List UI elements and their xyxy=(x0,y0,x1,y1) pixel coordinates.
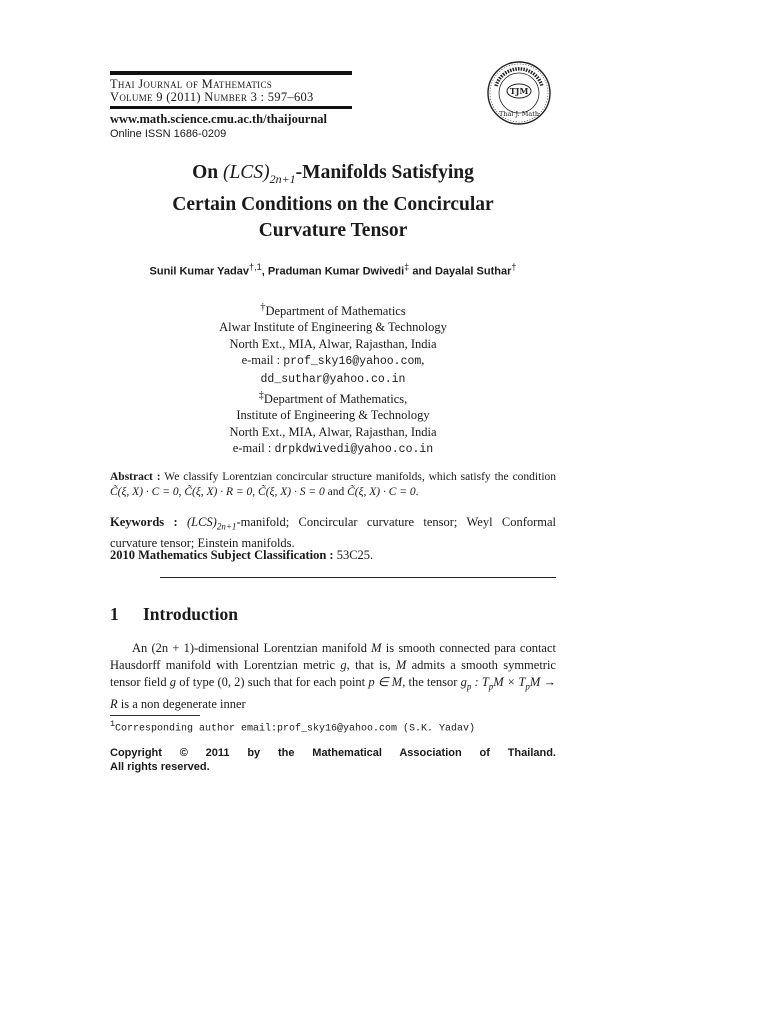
journal-volume: Volume 9 (2011) Number 3 : 597–603 xyxy=(110,90,314,104)
paper-title: On $(LCS)_{2n+1}$-Manifolds Satisfying Certain Conditions on the Concircular Curvature Tensor xyxy=(172,162,494,241)
subject-classification: 2010 Mathematics Subject Classification : 53C25. xyxy=(110,548,374,562)
intro-paragraph: An (2n + 1)-dimensional Lorentzian manifold M is smooth connected para contact Hausdorff manifold with Lorentzian metric g, that is, M admits a smooth symmetric tensor field g of type (0, 2) such that for each point p ∈ M, the tensor $g_p$ : $T_pM \times T_pM \to R$ is a non degenerate inner xyxy=(110,641,556,711)
copyright-notice: Copyright © 2011 by the Mathematical Association of Thailand. All rights reserved. xyxy=(110,747,556,773)
journal-issn: Online ISSN 1686-0209 xyxy=(110,128,227,140)
footnote-rule xyxy=(110,715,200,716)
author-2: Praduman Kumar Dwivedi xyxy=(267,265,405,278)
abstract-label: Abstract : xyxy=(110,471,161,483)
section-heading: 1 Introduction xyxy=(110,604,238,624)
tjm-seal-logo xyxy=(486,60,552,126)
title-math: (LCS) xyxy=(222,162,270,183)
seal-center-text: TJM xyxy=(509,86,529,96)
affiliation-2: ‡Department of Mathematics, Institute of Engineering & Technology North Ext., MIA, Alwar, Rajasthan, India e-mail : drpkdwivedi@yahoo.co.in xyxy=(229,390,437,456)
email-link[interactable]: dd_suthar@yahoo.co.in xyxy=(260,372,406,386)
journal-name: Thai Journal of Mathematics xyxy=(110,77,273,91)
keywords-label: Keywords : xyxy=(110,515,178,529)
keywords: Keywords : $(LCS)_{2n+1}$-manifold; Concircular curvature tensor; Weyl Conformal curvature tensor; Einstein manifolds. xyxy=(110,515,557,550)
seal-bottom-text: Thai J. Math xyxy=(498,110,540,118)
header-rule-top xyxy=(110,71,352,75)
footnote: $^1$Corresponding author email:prof_sky16@yahoo.com (S.K. Yadav) xyxy=(110,719,476,735)
journal-url[interactable]: www.math.science.cmu.ac.th/thaijournal xyxy=(110,112,327,126)
email-link[interactable]: prof_sky16@yahoo.com xyxy=(283,354,422,368)
author-list: Sunil Kumar Yadav$^{\dagger,1}$, Praduman Kumar Dwivedi‡ and Dayalal Suthar† xyxy=(149,262,517,278)
abstract: Abstract : We classify Lorentzian concircular structure manifolds, which satisfy the condition C̃(ξ, X) · C = 0, C̃(ξ, X) · R = 0, C̃(ξ, X) · S = 0 and C̃(ξ, X) · C = 0. xyxy=(110,471,557,498)
journal-header xyxy=(110,78,314,104)
section-divider xyxy=(160,577,556,578)
email-link[interactable]: drpkdwivedi@yahoo.co.in xyxy=(274,442,434,456)
header-rule-bottom xyxy=(110,106,352,109)
affiliation-1: †Department of Mathematics Alwar Institute of Engineering & Technology North Ext., MIA, Alwar, Rajasthan, India e-mail : prof_sky16@yahoo.com, dd_suthar@yahoo.co.in xyxy=(219,302,447,386)
author-1: Sunil Kumar Yadav xyxy=(149,265,249,278)
author-3: Dayalal Suthar xyxy=(434,265,512,278)
